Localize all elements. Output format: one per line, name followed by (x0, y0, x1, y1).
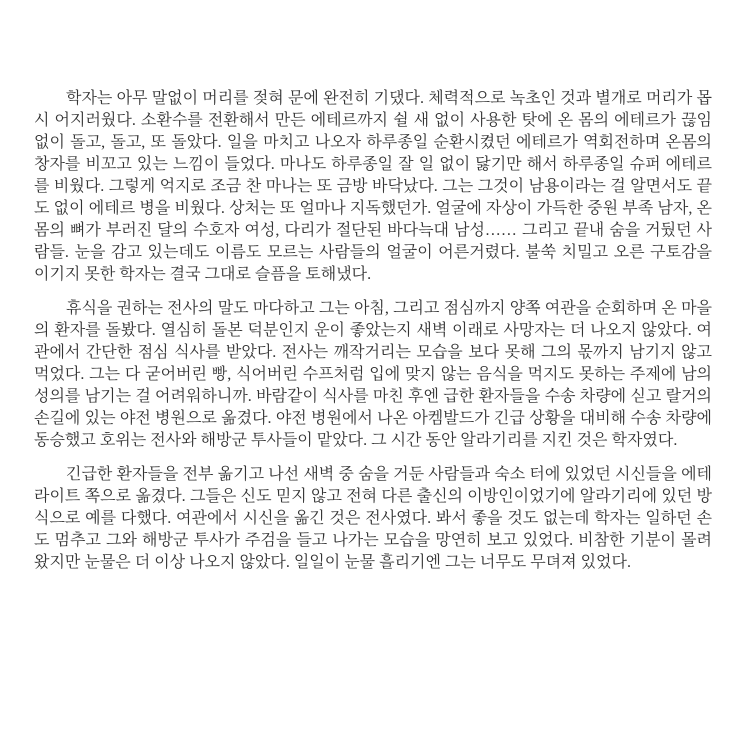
paragraph-2: 휴식을 권하는 전사의 말도 마다하고 그는 아침, 그리고 점심까지 양쪽 여관을 순회하며 온 마을의 환자를 돌봤다. 열심히 돌본 덕분인지 운이 좋았는지 새벽 이래로 사망자는 더 나오지 않았다. 여관에서 간단한 점심 식사를 받았다. 전사는 깨작거리는 모습을 보다 못해 그의 몫까지 남기지 않고 먹었다. 그는 다 굳어버린 빵, 식어버린 수프처럼 입에 맞지 않는 음식을 먹지도 못하는 주제에 남의 성의를 남기는 걸 어려워하니까. 바람같이 식사를 마친 후엔 급한 환자들을 수송 차량에 싣고 랄거의 손길에 있는 야전 병원으로 옮겼다. 야전 병원에서 나온 아켐발드가 긴급 상황을 대비해 수송 차량에 동승했고 호위는 전사와 해방군 투사들이 맡았다. 그 시간 동안 알라기리를 지킨 것은 학자였다. (34, 300, 712, 449)
document-page (34, 88, 712, 574)
paragraph-3: 긴급한 환자들을 전부 옮기고 나선 새벽 중 숨을 거둔 사람들과 숙소 터에 있었던 시신들을 에테라이트 쪽으로 옮겼다. 그들은 신도 믿지 않고 전혀 다른 출신의 이방인이었기에 알라기리에 있던 방식으로 예를 다했다. 여관에서 시신을 옮긴 것은 전사였다. 봐서 좋을 것도 없는데 학자는 일하던 손도 멈추고 그와 해방군 투사가 주검을 들고 나가는 모습을 망연히 보고 있었다. 비참한 기분이 몰려왔지만 눈물은 더 이상 나오지 않았다. 일일이 눈물 흘리기엔 그는 너무도 무뎌져 있었다. (34, 466, 712, 571)
paragraph-1: 학자는 아무 말없이 머리를 젖혀 문에 완전히 기댔다. 체력적으로 녹초인 것과 별개로 머리가 몹시 어지러웠다. 소환수를 전환해서 만든 에테르까지 쉴 새 없이 사용한 탓에 온 몸의 에테르가 끊임없이 돌고, 돌고, 또 돌았다. 일을 마치고 나오자 하루종일 순환시켰던 에테르가 역회전하며 온몸의 창자를 비꼬고 있는 느낌이 들었다. 마나도 하루종일 잘 일 없이 닳기만 해서 하루종일 슈퍼 에테르를 비웠다. 그렇게 억지로 조금 찬 마나는 또 금방 바닥났다. 그는 그것이 남용이라는 걸 알면서도 끝도 없이 에테르 병을 비웠다. 상처는 또 얼마나 지독했던가. 얼굴에 자상이 가득한 중원 부족 남자, 온 몸의 뼈가 부러진 달의 수호자 여성, 다리가 절단된 바다늑대 남성…… 그리고 끝내 숨을 거뒀던 사람들. 눈을 감고 있는데도 이름도 모르는 사람들의 얼굴이 어른거렸다. 불쑥 치밀고 오른 구토감을 이기지 못한 학자는 결국 그대로 슬픔을 토해냈다. (34, 90, 712, 283)
